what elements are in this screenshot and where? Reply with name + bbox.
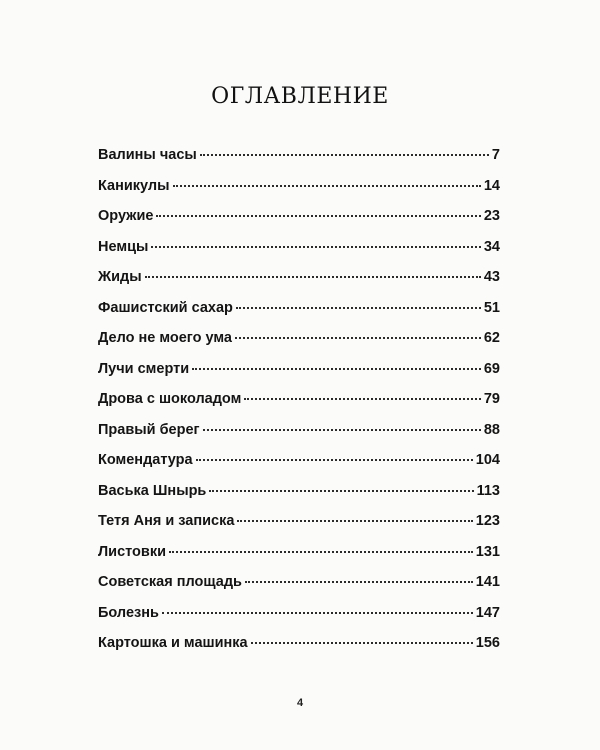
toc-entry [98, 513, 500, 544]
toc-entry-title: Каникулы [98, 177, 170, 194]
toc-entry-title: Валины часы [98, 147, 197, 163]
toc-entry [98, 605, 500, 636]
toc-entry-title: Фашистский сахар [98, 299, 233, 316]
toc-entry-title: Васька Шнырь [98, 482, 207, 499]
dot-leader [244, 398, 481, 400]
dot-leader [245, 581, 473, 583]
toc-entry-title: Дело не моего ума [98, 330, 232, 346]
toc-entry [98, 391, 500, 422]
toc-entry [98, 361, 500, 392]
toc-entry [98, 330, 500, 361]
dot-leader [237, 520, 472, 522]
toc-entry-title: Болезнь [98, 604, 159, 621]
toc-entry-title: Правый берег [98, 421, 200, 438]
toc-entry-title: Тетя Аня и записка [98, 513, 235, 529]
toc-entry-page: 147 [475, 604, 500, 621]
toc-entry-page: 88 [483, 421, 500, 438]
dot-leader [156, 215, 480, 217]
toc-entry-page: 69 [483, 360, 500, 377]
toc-entry-page: 7 [491, 147, 500, 163]
toc-entry [98, 208, 500, 239]
dot-leader [203, 429, 481, 431]
toc-entry-title: Оружие [98, 208, 154, 224]
dot-leader [235, 337, 481, 339]
toc-entry-title: Картошка и машинка [98, 635, 248, 651]
dot-leader [173, 185, 481, 187]
toc-entry-page: 156 [475, 635, 500, 651]
dot-leader [209, 490, 473, 492]
toc-entry-page: 62 [483, 330, 500, 346]
toc-entry-title: Листовки [98, 543, 167, 560]
dot-leader [169, 551, 473, 553]
toc-entry-page: 43 [483, 269, 500, 285]
dot-leader [196, 459, 473, 461]
toc-entry [98, 239, 500, 270]
toc-entry-title: Комендатура [98, 452, 193, 468]
toc-entry [98, 422, 500, 453]
toc-entry-page: 23 [483, 208, 500, 224]
toc-entry [98, 300, 500, 331]
toc-entry-title: Жиды [98, 269, 142, 285]
toc-entry-title: Советская площадь [98, 574, 242, 590]
toc-entry-page: 113 [476, 482, 500, 499]
dot-leader [251, 642, 473, 644]
toc-entry-page: 104 [475, 452, 500, 468]
toc-entry [98, 483, 500, 514]
toc-entry-title: Дрова с шоколадом [98, 391, 242, 407]
page-title: ОГЛАВЛЕНИЕ [211, 84, 389, 109]
toc-entry-page: 123 [475, 513, 500, 529]
dot-leader [145, 276, 481, 278]
toc-entry [98, 574, 500, 605]
dot-leader [162, 612, 473, 614]
toc-entry-page: 131 [475, 543, 500, 560]
table-of-contents [98, 147, 500, 666]
page-number: 4 [296, 697, 304, 709]
toc-entry-page: 79 [483, 391, 500, 407]
dot-leader [151, 246, 480, 248]
toc-entry-page: 14 [483, 177, 500, 194]
toc-entry-page: 141 [475, 574, 500, 590]
toc-entry-page: 51 [483, 299, 500, 316]
toc-entry [98, 544, 500, 575]
toc-entry [98, 269, 500, 300]
dot-leader [192, 368, 481, 370]
toc-entry [98, 178, 500, 209]
toc-entry-page: 34 [483, 238, 500, 255]
dot-leader [236, 307, 481, 309]
toc-entry-title: Лучи смерти [98, 360, 190, 377]
toc-entry [98, 147, 500, 178]
toc-entry [98, 452, 500, 483]
toc-entry-title: Немцы [98, 238, 149, 255]
toc-entry [98, 635, 500, 666]
dot-leader [200, 154, 489, 156]
